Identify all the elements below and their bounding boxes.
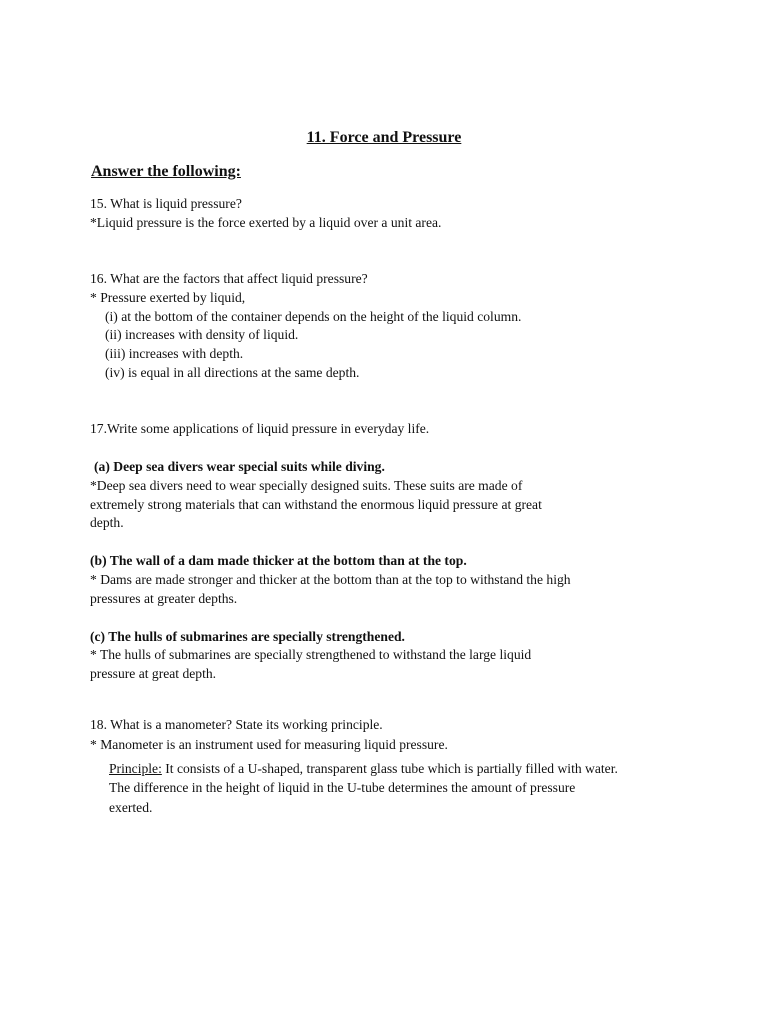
answer-16-point: (iii) increases with depth.	[105, 346, 244, 361]
section-heading: Answer the following:	[91, 163, 241, 180]
question-17: 17.Write some applications of liquid pressure in everyday life.	[90, 421, 430, 436]
page-title: 11. Force and Pressure	[306, 129, 462, 146]
question-16: 16. What are the factors that affect liquid pressure?	[90, 271, 368, 286]
question-18: 18. What is a manometer? State its working principle.	[90, 717, 383, 732]
application-c-heading: (c) The hulls of submarines are specially strengthened.	[90, 629, 405, 644]
answer-16-intro: * Pressure exerted by liquid,	[90, 290, 246, 305]
application-b-heading: (b) The wall of a dam made thicker at the bottom than at the top.	[90, 553, 467, 568]
principle-label: Principle:	[109, 761, 162, 776]
principle-text: The difference in the height of liquid in the U-tube determines the amount of pressure	[109, 780, 576, 795]
answer-16-point: (i) at the bottom of the container depends on the height of the liquid column.	[105, 309, 522, 324]
application-b-text: pressures at greater depths.	[90, 591, 238, 606]
answer-16-point: (ii) increases with density of liquid.	[105, 327, 299, 342]
principle-line	[109, 760, 618, 777]
question-15: 15. What is liquid pressure?	[90, 196, 242, 211]
answer-18: * Manometer is an instrument used for measuring liquid pressure.	[90, 737, 448, 752]
application-c-text: * The hulls of submarines are specially strengthened to withstand the large liquid	[90, 647, 532, 662]
application-a-heading: (a) Deep sea divers wear special suits while diving.	[94, 459, 385, 474]
principle-text: It consists of a U-shaped, transparent glass tube which is partially filled with water.	[161, 761, 618, 776]
application-a-text: extremely strong materials that can withstand the enormous liquid pressure at great	[90, 497, 542, 512]
application-b-text: * Dams are made stronger and thicker at the bottom than at the top to withstand the high	[90, 572, 571, 587]
application-a-text: *Deep sea divers need to wear specially designed suits. These suits are made of	[90, 478, 523, 493]
answer-15: *Liquid pressure is the force exerted by a liquid over a unit area.	[90, 215, 442, 230]
principle-text: exerted.	[109, 800, 153, 815]
answer-16-point: (iv) is equal in all directions at the same depth.	[105, 365, 360, 380]
application-c-text: pressure at great depth.	[90, 666, 217, 681]
application-a-text: depth.	[90, 515, 124, 530]
